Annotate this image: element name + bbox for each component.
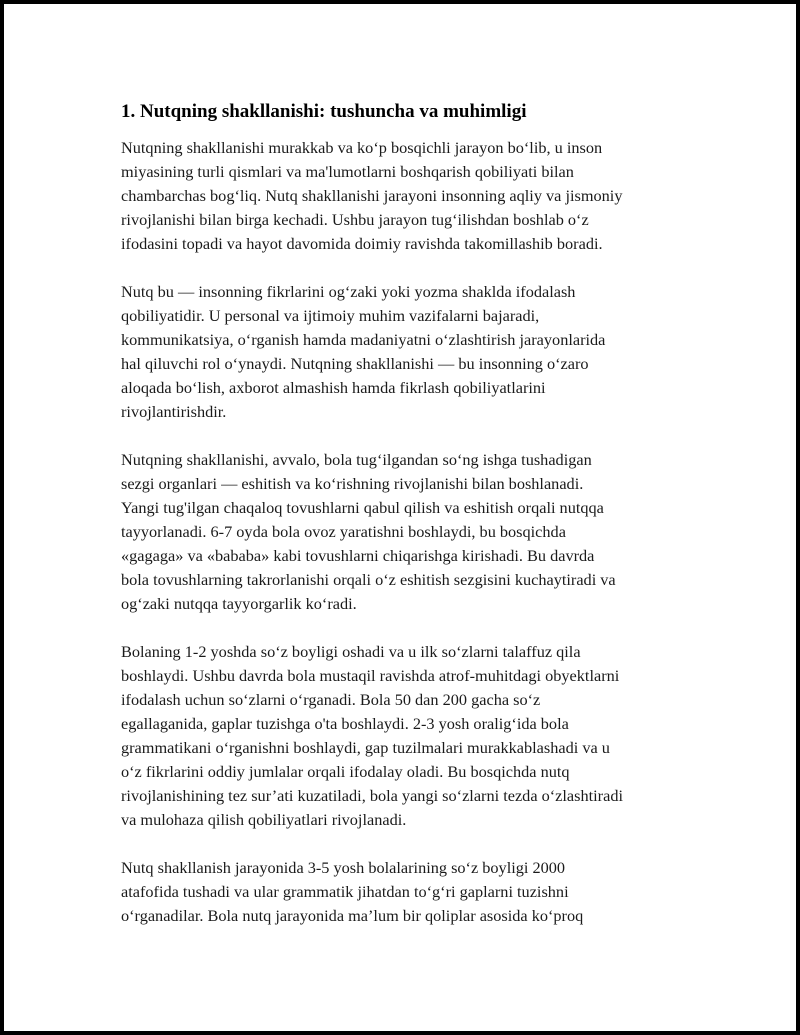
text-line: Nutq shakllanish jarayonida 3-5 yosh bolalarining so‘z boyligi 2000 [121,858,566,877]
text-line: rivojlanishi bilan birga kechadi. Ushbu jarayon tug‘ilishdan boshlab o‘z [121,210,589,229]
text-line: Nutqning shakllanishi, avvalo, bola tug‘ilgandan so‘ng ishga tushadigan [121,450,592,469]
text-line: grammatikani o‘rganishni boshlaydi, gap tuzilmalari murakkablashadi va u [121,738,610,757]
paragraph-2 [121,280,721,424]
text-line: aloqada bo‘lish, axborot almashish hamda fikrlash qobiliyatlarini [121,378,546,397]
text-line: chambarchas bog‘liq. Nutq shakllanishi jarayoni insonning aqliy va jismoniy [121,186,623,205]
text-line: bola tovushlarning takrorlanishi orqali o‘z eshitish sezgisini kuchaytiradi va [121,570,616,589]
text-line: hal qiluvchi rol o‘ynaydi. Nutqning shakllanishi — bu insonning o‘zaro [121,354,589,373]
text-line: o‘rganadilar. Bola nutq jarayonida ma’lum bir qoliplar asosida ko‘proq [121,906,584,925]
document-body [121,100,721,952]
text-line: og‘zaki nutqqa tayyorgarlik ko‘radi. [121,594,357,613]
paragraph-3 [121,448,721,616]
paragraph-1 [121,136,721,256]
text-line: rivojlantirishdir. [121,402,227,421]
text-line: o‘z fikrlarini oddiy jumlalar orqali ifodalay oladi. Bu bosqichda nutq [121,762,570,781]
text-line: qobiliyatidir. U personal va ijtimoiy muhim vazifalarni bajaradi, [121,306,540,325]
text-line: egallaganida, gaplar tuzishga o'ta boshlaydi. 2-3 yosh oralig‘ida bola [121,714,569,733]
text-line: tayyorlanadi. 6-7 oyda bola ovoz yaratishni boshlaydi, bu bosqichda [121,522,566,541]
text-line: miyasining turli qismlari va ma'lumotlarni boshqarish qobiliyati bilan [121,162,574,181]
text-line: Nutqning shakllanishi murakkab va ko‘p bosqichli jarayon bo‘lib, u inson [121,138,603,157]
text-line: ifodasini topadi va hayot davomida doimiy ravishda takomillashib boradi. [121,234,603,253]
section-heading: 1. Nutqning shakllanishi: tushuncha va muhimligi [121,101,527,122]
text-line: rivojlanishining tez sur’ati kuzatiladi, bola yangi so‘zlarni tezda o‘zlashtiradi [121,786,623,805]
text-line: sezgi organlari — eshitish va ko‘rishning rivojlanishi bilan boshlanadi. [121,474,584,493]
text-line: atafofida tushadi va ular grammatik jihatdan to‘g‘ri gaplarni tuzishni [121,882,569,901]
text-line: kommunikatsiya, o‘rganish hamda madaniyatni o‘zlashtirish jarayonlarida [121,330,606,349]
paragraph-4 [121,640,721,832]
text-line: ifodalash uchun so‘zlarni o‘rganadi. Bola 50 dan 200 gacha so‘z [121,690,541,709]
paragraph-5 [121,856,721,928]
text-line: Yangi tug'ilgan chaqaloq tovushlarni qabul qilish va eshitish orqali nutqqa [121,498,604,517]
text-line: boshlaydi. Ushbu davrda bola mustaqil ravishda atrof-muhitdagi obyektlarni [121,666,620,685]
text-line: Bolaning 1-2 yoshda so‘z boyligi oshadi va u ilk so‘zlarni talaffuz qila [121,642,581,661]
text-line: «gagaga» va «bababa» kabi tovushlarni chiqarishga kirishadi. Bu davrda [121,546,595,565]
text-line: va mulohaza qilish qobiliyatlari rivojlanadi. [121,810,407,829]
text-line: Nutq bu — insonning fikrlarini og‘zaki yoki yozma shaklda ifodalash [121,282,576,301]
